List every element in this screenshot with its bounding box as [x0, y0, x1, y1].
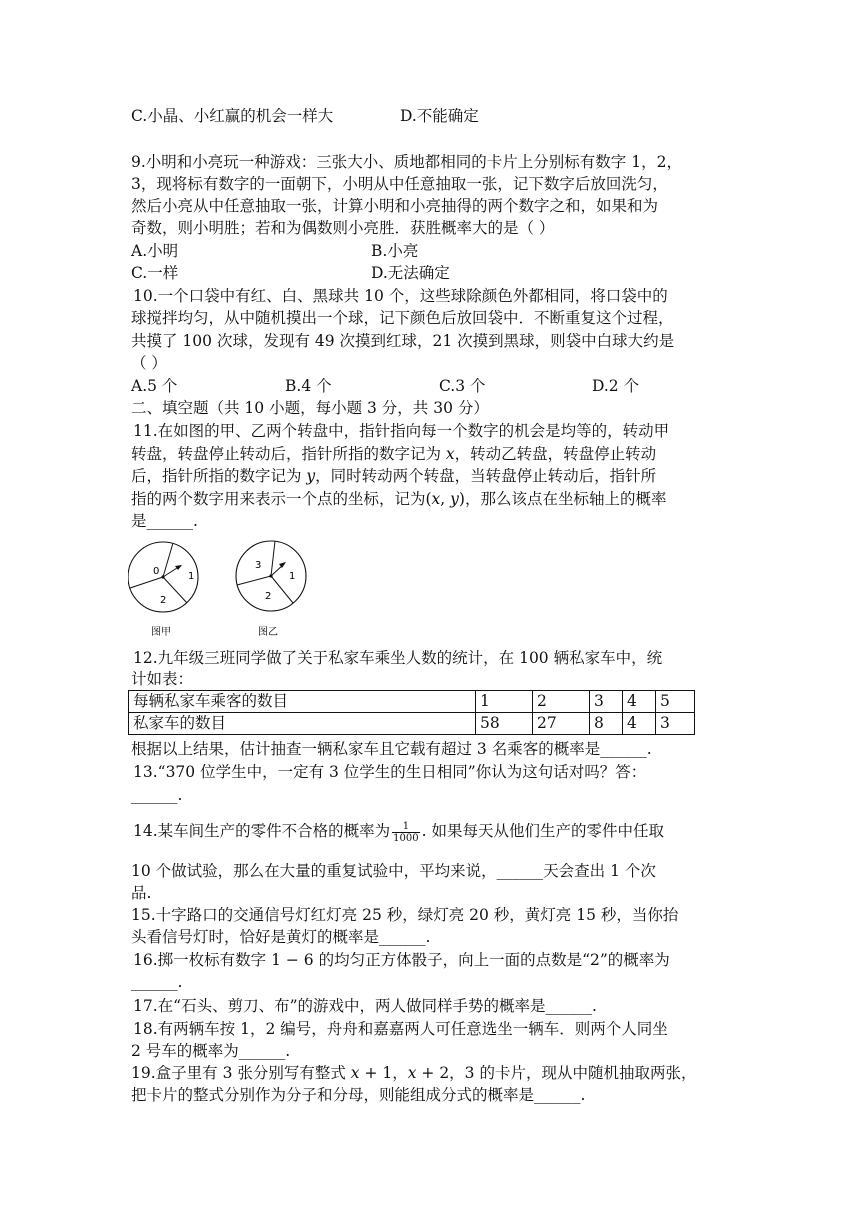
q14-frac-num: 1 [392, 821, 419, 833]
q16-line-1: 16.掷一枚标有数字 1 − 6 的均匀正方体骰子，向上一面的点数是“2”的概率为 [133, 951, 670, 969]
q17-line-1: 17.在“石头、剪刀、布”的游戏中，两人做同样手势的概率是______. [133, 997, 597, 1015]
spinner-jia-label-1: 1 [188, 571, 195, 582]
table-cell: 3 [656, 713, 695, 735]
q19-line-1: 19.盒子里有 3 张分别写有整式 𝑥 + 1，𝑥 + 2，3 的卡片，现从中随机抽取两张， [131, 1064, 697, 1082]
table-cell-label: 私家车的数目 [129, 713, 476, 735]
q12-after-text: 根据以上结果，估计抽查一辆私家车且它载有超过 3 名乘客的概率是______. [131, 740, 652, 758]
q16-line-2: ______. [131, 973, 183, 991]
table-cell: 4 [623, 691, 656, 713]
q13-line-1: 13.“370 位学生中，一定有 3 位学生的生日相同”你认为这句话对吗？答： [133, 763, 647, 781]
q15-line-2: 头看信号灯时，恰好是黄灯的概率是______. [131, 928, 431, 946]
q9-option-d: D.无法确定 [371, 264, 450, 282]
q18-line-1: 18.有两辆车按 1，2 编号，舟舟和嘉嘉两人可任意选坐一辆车．则两个人同坐 [133, 1020, 668, 1038]
q9-option-c: C.一样 [131, 264, 179, 282]
q18-line-2: 2 号车的概率为______. [131, 1042, 291, 1060]
q9-line-2: 3，现将标有数字的一面朝下，小明从中任意抽取一张，记下数字后放回洗匀， [131, 175, 668, 193]
spinner-yi-label-3: 3 [255, 560, 262, 571]
q10-option-b: B.4 个 [285, 377, 332, 395]
q9-line-3: 然后小亮从中任意抽取一张，计算小明和小亮抽得的两个数字之和，如果和为 [131, 197, 659, 215]
spinner-jia-label-2: 2 [160, 595, 167, 606]
table-cell: 2 [533, 691, 590, 713]
q8-option-c: C.小晶、小红赢的机会一样大 [131, 107, 334, 125]
q9-option-a: A.小明 [131, 242, 179, 260]
q14-line-1 [133, 820, 664, 844]
q10-option-c: C.3 个 [439, 377, 486, 395]
table-cell-label: 每辆私家车乘客的数目 [129, 691, 476, 713]
q9-line-4: 奇数，则小明胜；若和为偶数则小亮胜．获胜概率大的是（ ） [131, 219, 555, 237]
q14-frac-den: 1000 [393, 832, 419, 844]
q11-line-2: 转盘，转盘停止转动后，指针所指的数字记为 𝑥，转动乙转盘，转盘停止转动 [131, 445, 657, 463]
q14-fraction [392, 821, 419, 844]
q14-line-3: 品. [131, 884, 152, 902]
spinner-yi-caption: 图乙 [258, 627, 278, 638]
q9-line-1: 9.小明和小亮玩一种游戏：三张大小、质地都相同的卡片上分别标有数字 1，2， [131, 153, 682, 171]
table-cell: 1 [476, 691, 533, 713]
spinner-figure [128, 538, 328, 642]
q10-line-1: 10.一个口袋中有红、白、黑球共 10 个，这些球除颜色外都相同，将口袋中的 [133, 287, 668, 305]
table-cell: 27 [533, 713, 590, 735]
q12-line-1: 12.九年级三班同学做了关于私家车乘坐人数的统计，在 100 辆私家车中，统 [133, 649, 663, 667]
q11-line-5: 是______. [131, 512, 198, 530]
table-cell: 58 [476, 713, 533, 735]
q10-line-2: 球搅拌均匀，从中随机摸出一个球，记下颜色后放回袋中．不断重复这个过程， [131, 309, 674, 327]
q14-post: . 如果每天从他们生产的零件中任取 [421, 822, 664, 840]
table-cell: 4 [623, 713, 656, 735]
q8-option-d: D.不能确定 [400, 107, 479, 125]
spinner-jia [128, 542, 198, 638]
spinner-jia-label-0: 0 [153, 566, 160, 577]
q10-line-4: （ ） [131, 354, 167, 372]
table-cell: 3 [590, 691, 623, 713]
car-passenger-table [128, 690, 695, 735]
table-row [129, 713, 695, 735]
spinner-yi [236, 541, 306, 638]
q11-line-4: 指的两个数字用来表示一个点的坐标，记为(𝑥, 𝑦)，那么该点在坐标轴上的概率 [131, 490, 667, 508]
table-row [129, 691, 695, 713]
q19-line-2: 把卡片的整式分别作为分子和分母，则能组成分式的概率是______. [131, 1086, 586, 1104]
table-cell: 5 [656, 691, 695, 713]
spinner-yi-label-2: 2 [265, 591, 272, 602]
table-cell: 8 [590, 713, 623, 735]
q12-line-2: 计如表： [131, 670, 194, 688]
q14-line-2: 10 个做试验，那么在大量的重复试验中，平均来说，______天会查出 1 个次 [131, 862, 656, 880]
q10-line-3: 共摸了 100 次球，发现有 49 次摸到红球，21 次摸到黑球，则袋中白球大约是 [131, 332, 675, 350]
q9-option-b: B.小亮 [371, 242, 419, 260]
q11-line-3: 后，指针所指的数字记为 𝑦，同时转动两个转盘，当转盘停止转动后，指针所 [131, 467, 657, 485]
q14-pre: 14.某车间生产的零件不合格的概率为 [133, 822, 391, 840]
section-heading-fill-blank: 二、填空题（共 10 小题，每小题 3 分，共 30 分） [131, 399, 489, 417]
q11-line-1: 11.在如图的甲、乙两个转盘中，指针指向每一个数字的机会是均等的，转动甲 [133, 422, 670, 440]
spinner-yi-label-1: 1 [289, 571, 296, 582]
q13-line-2: ______. [131, 786, 183, 804]
q15-line-1: 15.十字路口的交通信号灯红灯亮 25 秒，绿灯亮 20 秒，黄灯亮 15 秒，当你抬 [131, 906, 679, 924]
q10-option-d: D.2 个 [592, 377, 640, 395]
spinner-jia-caption: 图甲 [151, 627, 171, 638]
q10-option-a: A.5 个 [131, 377, 178, 395]
